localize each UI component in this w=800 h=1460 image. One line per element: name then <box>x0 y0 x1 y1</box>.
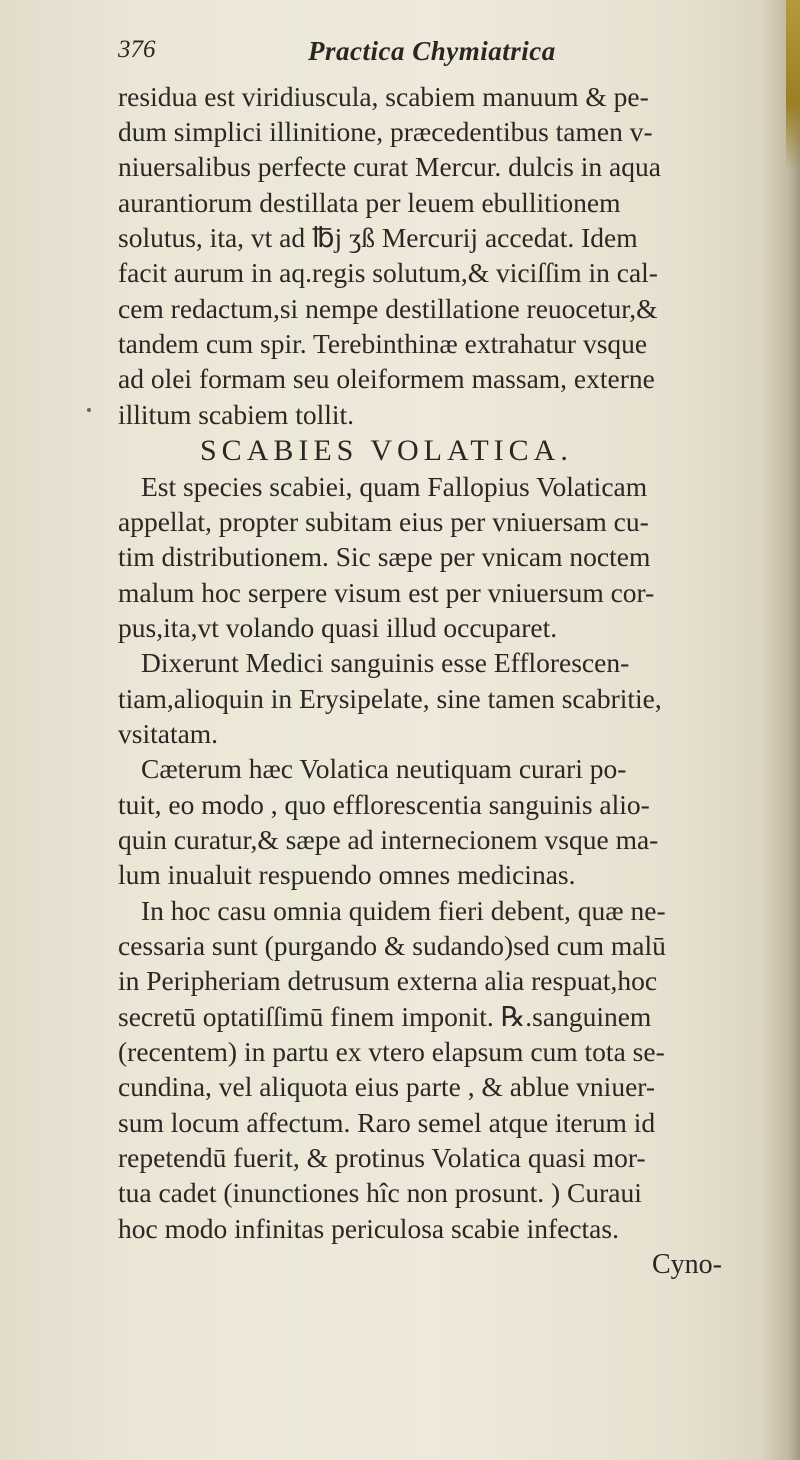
text-line: tua cadet (inunctiones hîc non prosunt. ) Curaui <box>118 1177 642 1208</box>
text-line: cessaria sunt (purgando & sudando)sed cum malū <box>118 930 666 961</box>
text-line: solutus, ita, vt ad ℔j ʒß Mercurij accedat. Idem <box>118 222 638 253</box>
text-line: tiam,alioquin in Erysipelate, sine tamen scabritie, <box>118 683 662 714</box>
text-line: pus,ita,vt volando quasi illud occuparet. <box>118 612 558 643</box>
page-gutter-shadow <box>760 0 800 1460</box>
text-line: aurantiorum destillata per leuem ebullitionem <box>118 187 621 218</box>
text-line: niuersalibus perfecte curat Mercur. dulcis in aqua <box>118 151 661 182</box>
text-line: dum simplici illinitione, præcedentibus tamen v- <box>118 116 653 147</box>
section-heading: SCABIES VOLATICA. <box>200 434 573 467</box>
text-line: Est species scabiei, quam Fallopius Volaticam <box>141 471 648 502</box>
text-line: illitum scabiem tollit. <box>118 399 355 430</box>
text-line: Cæterum hæc Volatica neutiquam curari po- <box>141 753 627 784</box>
text-line: malum hoc serpere visum est per vniuersum cor- <box>118 577 655 608</box>
catchword: Cyno- <box>652 1249 722 1280</box>
running-title: Practica Chymiatrica <box>308 36 556 66</box>
page-number: 376 <box>118 36 156 63</box>
page-header <box>118 36 738 76</box>
text-line: in Peripheriam detrusum externa alia respuat,hoc <box>118 965 658 996</box>
text-line: tandem cum spir. Terebinthinæ extrahatur vsque <box>118 328 648 359</box>
text-line: appellat, propter subitam eius per vniuersam cu- <box>118 506 649 537</box>
text-line: hoc modo infinitas periculosa scabie infectas. <box>118 1213 619 1244</box>
text-line: tuit, eo modo , quo efflorescentia sanguinis alio- <box>118 789 650 820</box>
text-line: residua est viridiuscula, scabiem manuum & pe- <box>118 81 649 112</box>
text-line: tim distributionem. Sic sæpe per vnicam noctem <box>118 541 651 572</box>
text-line: facit aurum in aq.regis solutum,& viciſſim in cal- <box>118 257 658 288</box>
text-line: ad olei formam seu oleiformem massam, externe <box>118 363 655 394</box>
text-line: Dixerunt Medici sanguinis esse Efflorescen- <box>141 647 630 678</box>
text-line: secretū optatiſſimū finem imponit. ℞.sanguinem <box>118 1001 652 1032</box>
text-line: cem redactum,si nempe destillatione reuocetur,& <box>118 293 658 324</box>
text-line: (recentem) in partu ex vtero elapsum cum tota se- <box>118 1036 665 1067</box>
text-line: vsitatam. <box>118 718 219 749</box>
text-line: lum inualuit respuendo omnes medicinas. <box>118 859 576 890</box>
text-line: sum locum affectum. Raro semel atque iterum id <box>118 1107 656 1138</box>
text-line: cundina, vel aliquota eius parte , & ablue vniuer- <box>118 1071 656 1102</box>
margin-mark <box>87 408 91 412</box>
gilt-edge <box>786 0 800 170</box>
text-line: quin curatur,& sæpe ad internecionem vsque ma- <box>118 824 659 855</box>
text-line: repetendū fuerit, & protinus Volatica quasi mor- <box>118 1142 646 1173</box>
text-line: In hoc casu omnia quidem fieri debent, quæ ne- <box>141 895 666 926</box>
